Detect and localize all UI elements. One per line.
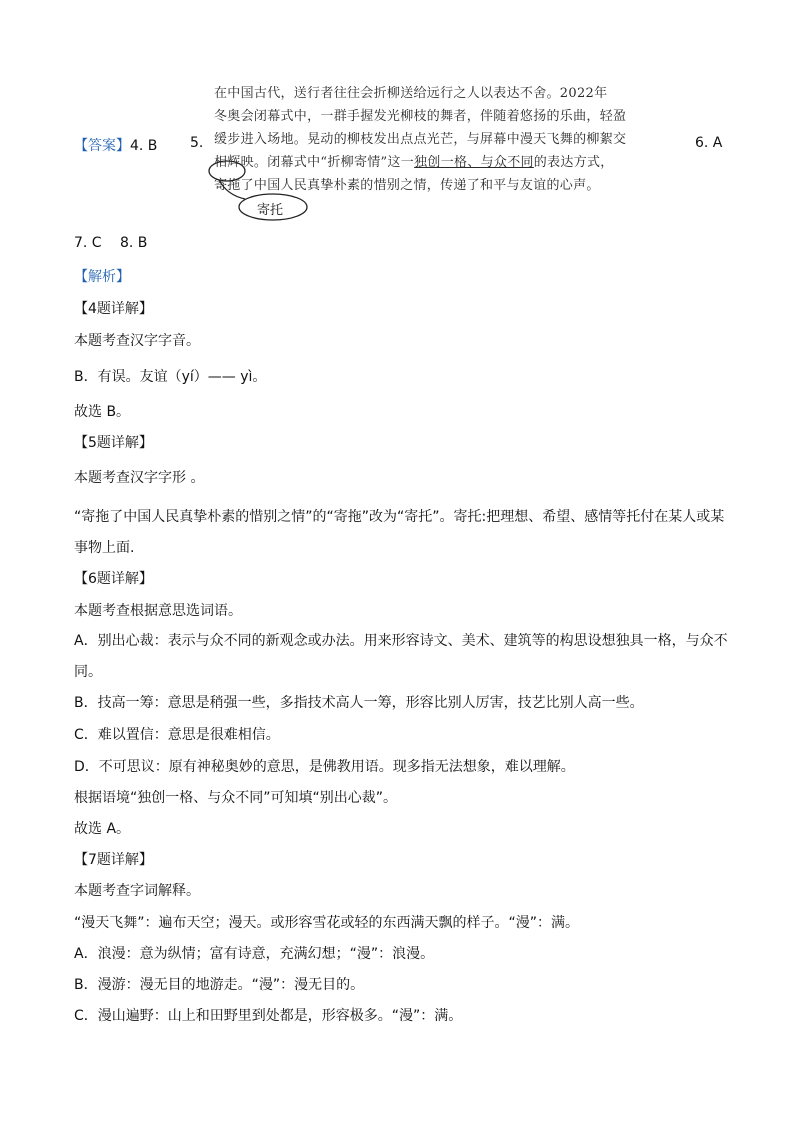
q6-heading: 【6题详解】 bbox=[74, 571, 153, 587]
analysis-label: 【解析】 bbox=[74, 269, 130, 285]
answer-6: 6. A bbox=[695, 135, 723, 151]
underlined-phrase: 独创一格、与众不同 bbox=[414, 155, 534, 170]
q4-line-3: 故选 B。 bbox=[74, 404, 131, 420]
q7-line-4: B．漫游：漫无目的地游走。“漫”：漫无目的。 bbox=[74, 977, 365, 993]
answer-4: 4. B bbox=[130, 138, 158, 154]
q6-line-3: B．技高一筹：意思是稍强一些，多指技术高人一筹，形容比别人厉害，技艺比别人高一些。 bbox=[74, 695, 644, 711]
q6-line-1: 本题考查根据意思选词语。 bbox=[74, 603, 242, 619]
q6-line-4: C．难以置信：意思是很难相信。 bbox=[74, 727, 280, 743]
q4-line-1: 本题考查汉字字音。 bbox=[74, 333, 200, 349]
passage-line-2: 冬奥会闭幕式中，一群手握发光柳枝的舞者，伴随着悠扬的乐曲，轻盈 bbox=[214, 109, 627, 124]
q5-line-2: “寄拖了中国人民真挚朴素的惜别之情”的“寄拖”改为“寄托”。寄托:把理想、希望、感情等托付在某人或某事物上面. bbox=[74, 509, 725, 556]
answer-8: 8. B bbox=[120, 235, 148, 251]
q6-line-2: A．别出心裁：表示与众不同的新观念或办法。用来形容诗文、美术、建筑等的构思设想独具一格，与众不同。 bbox=[74, 633, 728, 680]
correction-markup bbox=[205, 155, 325, 230]
answer-row bbox=[74, 135, 157, 155]
answer-7: 7. C bbox=[74, 235, 102, 251]
q7-line-5: C．漫山遍野：山上和田野里到处都是，形容极多。“漫”：满。 bbox=[74, 1008, 463, 1024]
circle-mark bbox=[209, 161, 245, 181]
passage-line-5: 寄拖了中国人民真挚朴素的惜别之情，传递了和平与友谊的心声。 bbox=[214, 178, 600, 193]
passage-line-1: 在中国古代，送行者往往会折柳送给远行之人以表达不舍。2022年 bbox=[214, 86, 608, 101]
q7-line-2: “漫天飞舞”：遍布天空；漫天。或形容雪花或轻的东西满天飘的样子。“漫”：满。 bbox=[74, 915, 580, 931]
q6-line-5: D．不可思议：原有神秘奥妙的意思，是佛教用语。现多指无法想象，难以理解。 bbox=[74, 759, 575, 775]
q6-line-6: 根据语境“独创一格、与众不同”可知填“别出心裁”。 bbox=[74, 790, 398, 806]
answer-label: 【答案】 bbox=[74, 138, 130, 154]
q7-line-1: 本题考查字词解释。 bbox=[74, 883, 200, 899]
q5-line-1: 本题考查汉字字形 。 bbox=[74, 470, 205, 486]
answer-5: 5. bbox=[190, 135, 204, 151]
q7-heading: 【7题详解】 bbox=[74, 852, 153, 868]
q7-line-3: A．浪漫：意为纵情；富有诗意，充满幻想；“漫”：浪漫。 bbox=[74, 946, 435, 962]
q6-line-7: 故选 A。 bbox=[74, 821, 131, 837]
correction-text: 寄托 bbox=[257, 203, 284, 218]
q5-heading: 【5题详解】 bbox=[74, 435, 153, 451]
circled-word: 寄拖 bbox=[214, 178, 241, 193]
q4-heading: 【4题详解】 bbox=[74, 301, 153, 317]
q4-line-2: B．有误。友谊（yí）—— yì。 bbox=[74, 369, 267, 385]
passage-line-4: 相辉映。闭幕式中“折柳寄情”这一独创一格、与众不同的表达方式， bbox=[214, 155, 614, 170]
passage-line-3: 缓步进入场地。晃动的柳枝发出点点光芒，与屏幕中漫天飞舞的柳絮交 bbox=[214, 132, 627, 147]
connector-line bbox=[219, 180, 245, 199]
